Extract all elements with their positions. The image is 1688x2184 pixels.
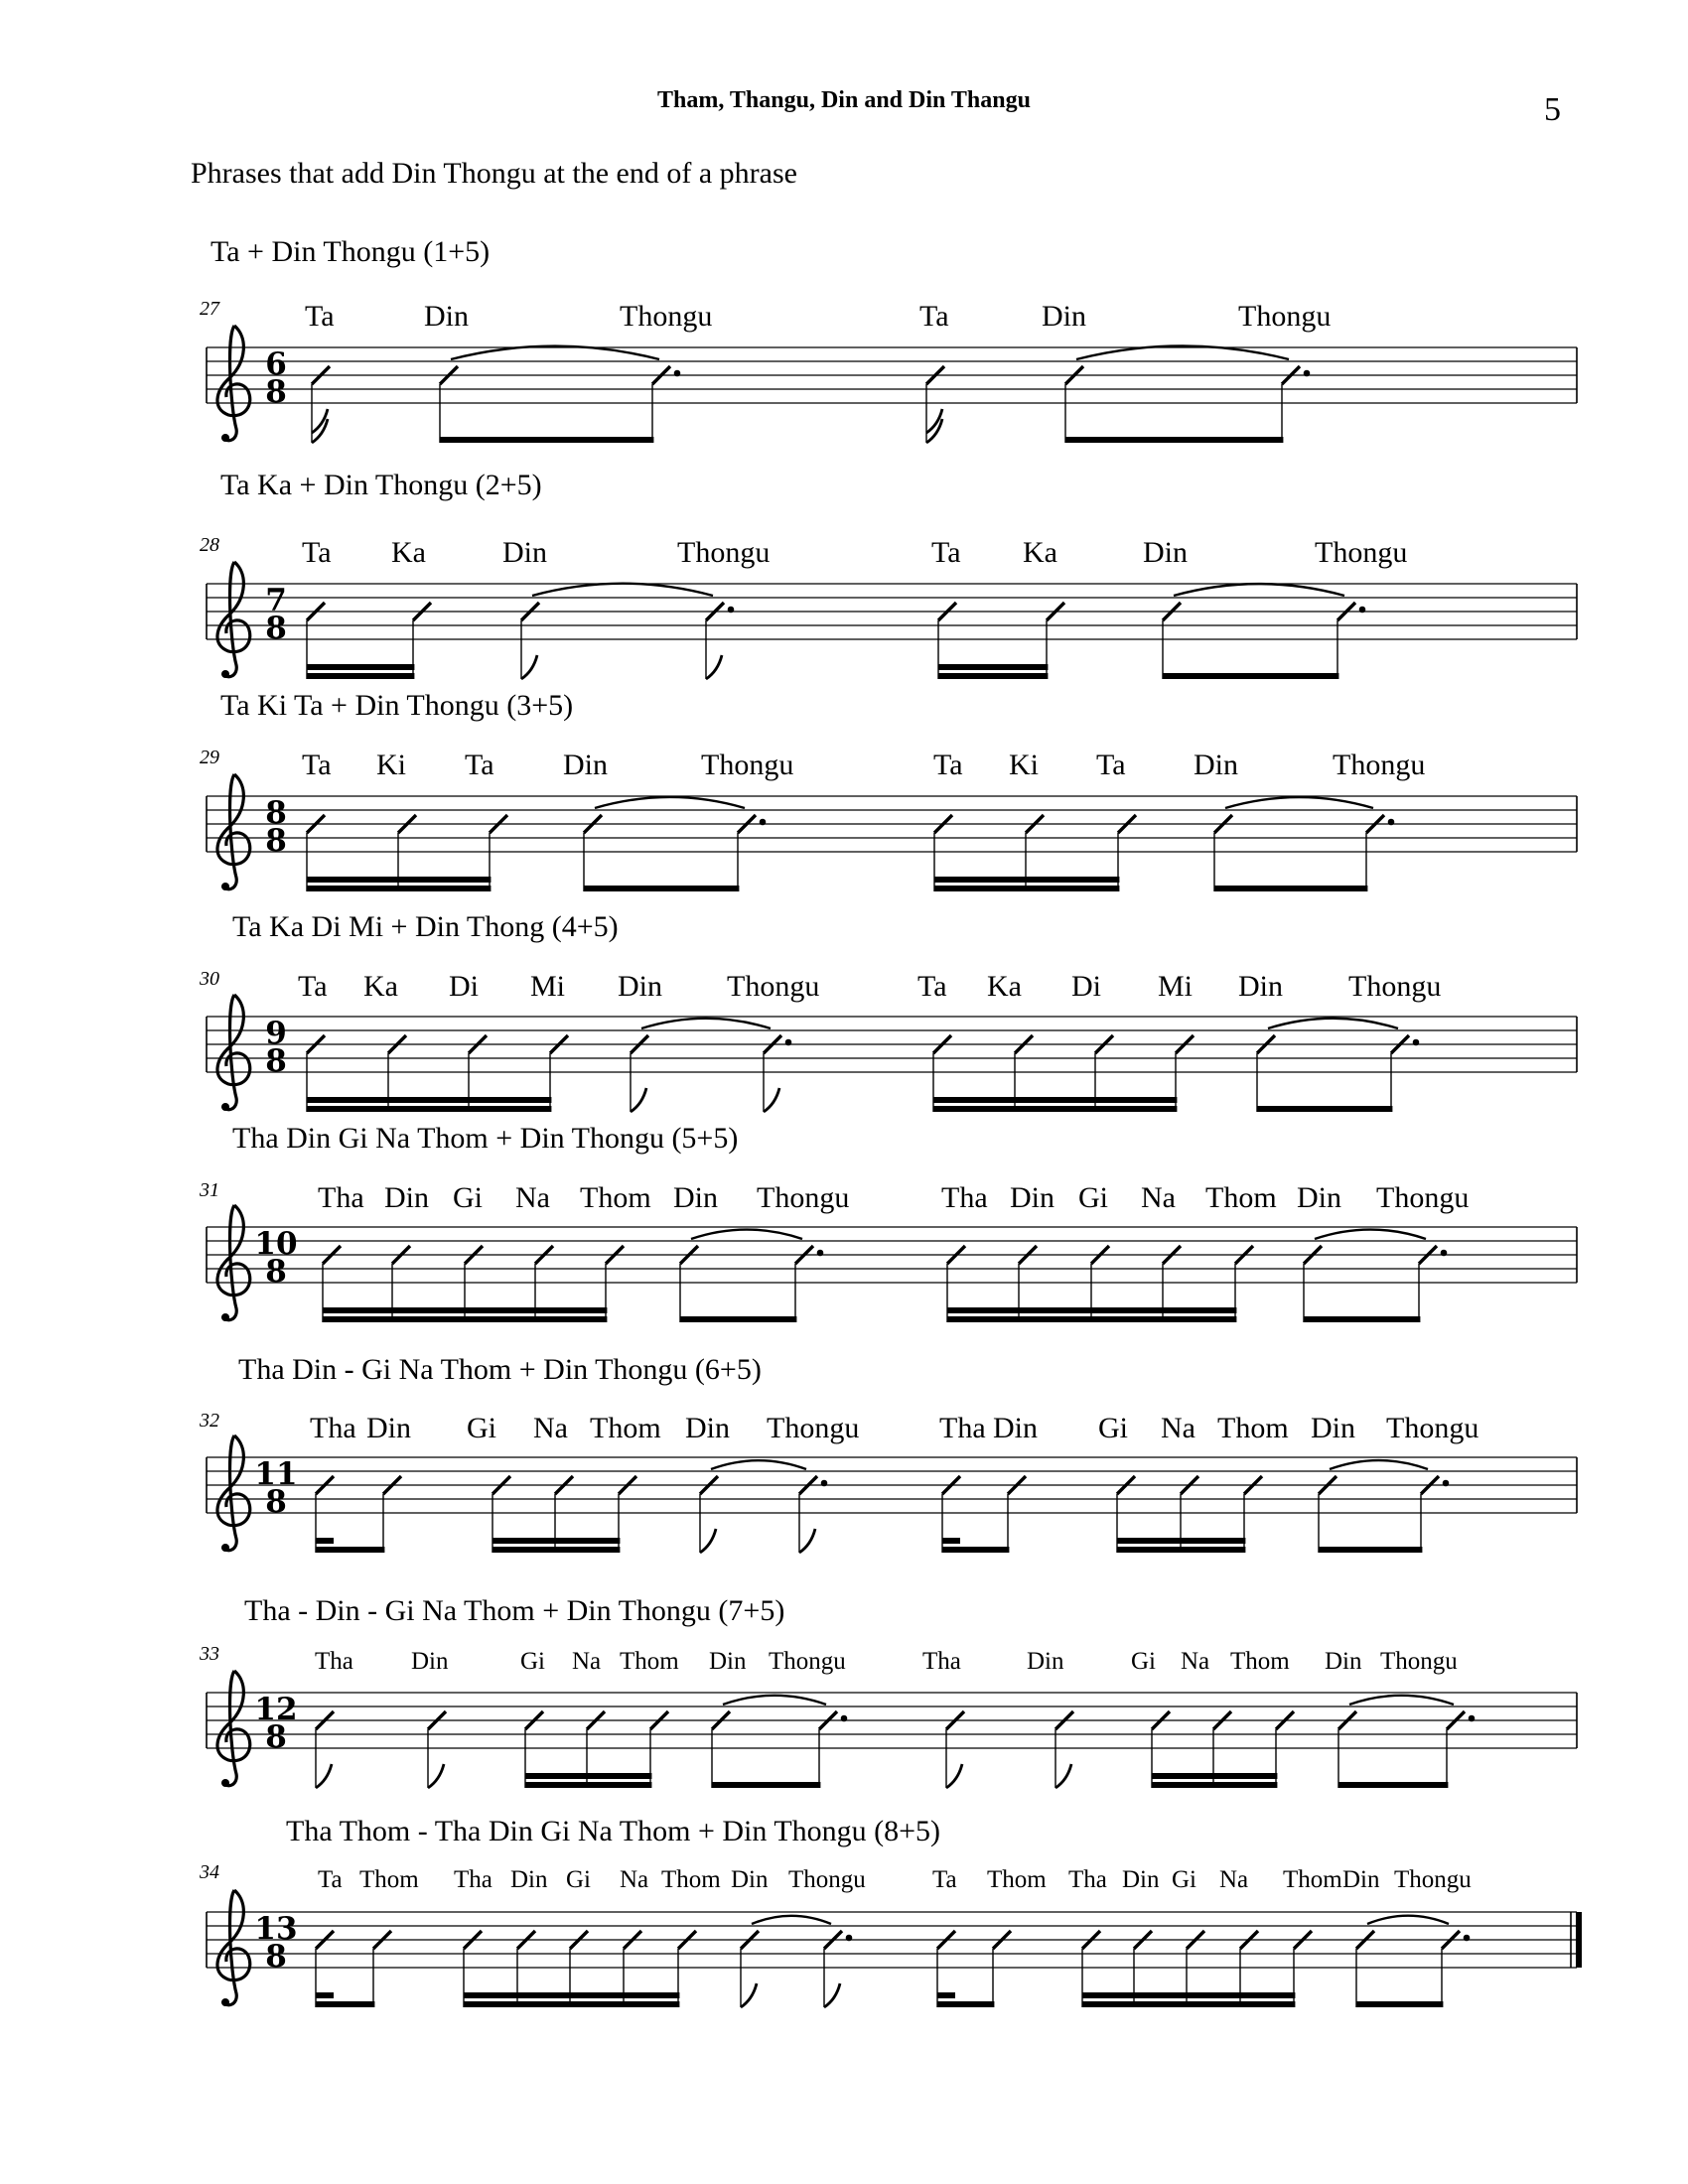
lyric-syllable: Tha: [922, 1648, 961, 1675]
tie: [711, 1460, 806, 1469]
note-flag: [741, 1983, 757, 2007]
note-flag: [316, 1764, 332, 1788]
lyric-syllable: Na: [515, 1181, 550, 1214]
beam: [1214, 886, 1367, 891]
beam: [942, 1547, 1009, 1553]
lyric-syllable: Din: [366, 1412, 411, 1444]
beam: [937, 2001, 994, 2007]
lyric-syllable: Gi: [566, 1866, 591, 1893]
beam: [525, 1773, 651, 1779]
lyric-syllable: Ta: [932, 1866, 957, 1893]
time-signature-top: 8: [265, 795, 287, 831]
measure-number: 30: [200, 968, 219, 990]
lyric-syllable: Mi: [1158, 970, 1194, 1003]
lyric-syllable: Gi: [520, 1648, 545, 1675]
lyric-syllable: Ta: [302, 749, 332, 781]
lyric-syllable: Ka: [987, 970, 1022, 1003]
lyric-syllable: Din: [384, 1181, 429, 1214]
system-label: Ta Ka Di Mi + Din Thong (4+5): [232, 910, 619, 943]
beam: [947, 1316, 1236, 1322]
tie: [1225, 797, 1373, 808]
page-number: 5: [1544, 91, 1561, 128]
beam: [440, 437, 653, 443]
lyric-syllable: Thongu: [769, 1648, 846, 1675]
beam-partial: [942, 1538, 960, 1544]
beam: [1152, 1773, 1277, 1779]
beam-partial: [937, 1992, 955, 1998]
lyric-syllable: Din: [502, 536, 547, 569]
time-signature-bottom: 8: [265, 823, 287, 859]
lyric-syllable: Tha: [318, 1181, 364, 1214]
augmentation-dot: [821, 1480, 828, 1487]
measure-number: 28: [200, 534, 219, 556]
treble-clef-icon: [217, 1205, 250, 1321]
note-flag: [799, 1529, 815, 1553]
treble-clef-icon: [217, 774, 250, 890]
lyric-syllable: Thom: [987, 1866, 1047, 1893]
beam: [680, 1316, 796, 1322]
treble-clef-icon: [217, 1890, 250, 2006]
time-signature-bottom: 8: [265, 1254, 287, 1290]
augmentation-dot: [785, 1039, 792, 1046]
lyric-syllable: Gi: [1098, 1412, 1128, 1444]
system-label: Ta + Din Thongu (1+5): [211, 235, 491, 268]
lyric-syllable: Na: [533, 1412, 568, 1444]
beam: [1257, 1106, 1392, 1112]
tie: [532, 584, 713, 596]
augmentation-dot: [846, 1935, 853, 1942]
lyric-syllable: Thom: [590, 1412, 661, 1444]
tie: [752, 1916, 831, 1924]
lyric-syllable: Ka: [363, 970, 398, 1003]
beam: [464, 1992, 679, 1998]
time-signature-top: 11: [254, 1456, 298, 1492]
lyric-syllable: Thongu: [767, 1412, 860, 1444]
measure-number: 31: [200, 1179, 219, 1201]
lyric-syllable: Thongu: [1380, 1648, 1458, 1675]
lyric-syllable: Thom: [1283, 1866, 1342, 1893]
tie: [1315, 1230, 1426, 1239]
lyric-syllable: Thongu: [757, 1181, 850, 1214]
beam: [307, 1106, 551, 1112]
time-signature-bottom: 8: [265, 1939, 287, 1975]
lyric-syllable: Thom: [359, 1866, 419, 1893]
lyric-syllable: Ta: [1096, 749, 1126, 781]
beam: [307, 664, 414, 670]
lyric-syllable: Thongu: [620, 300, 713, 333]
lyric-syllable: Ta: [302, 536, 332, 569]
beam: [323, 1316, 607, 1322]
measure-number: 34: [200, 1861, 219, 1883]
beam: [316, 2001, 374, 2007]
time-signature-top: 9: [265, 1016, 287, 1051]
tie: [641, 1019, 771, 1028]
note-flag: [1055, 1764, 1071, 1788]
lyric-syllable: Ki: [1009, 749, 1039, 781]
beam: [1304, 1316, 1420, 1322]
time-signature-top: 7: [265, 583, 287, 618]
beam: [934, 886, 1119, 891]
treble-clef-icon: [217, 326, 250, 442]
time-signature-bottom: 8: [265, 1484, 287, 1520]
lyric-syllable: Thongu: [677, 536, 771, 569]
system-label: Tha Din Gi Na Thom + Din Thongu (5+5): [232, 1122, 739, 1155]
beam: [1082, 1992, 1295, 1998]
lyric-syllable: Din: [993, 1412, 1038, 1444]
lyric-syllable: Ta: [917, 970, 947, 1003]
lyric-syllable: Ta: [931, 536, 961, 569]
system-label: Ta Ki Ta + Din Thongu (3+5): [220, 689, 574, 722]
lyric-syllable: Tha: [315, 1648, 353, 1675]
note-flag: [428, 1764, 444, 1788]
lyric-syllable: Din: [563, 749, 608, 781]
lyric-syllable: Din: [1122, 1866, 1160, 1893]
time-signature-bottom: 8: [265, 611, 287, 646]
augmentation-dot: [728, 607, 735, 614]
lyric-syllable: Din: [1027, 1648, 1064, 1675]
lyric-syllable: Thongu: [1376, 1181, 1470, 1214]
note-flag: [946, 1764, 962, 1788]
lyric-syllable: Din: [1042, 300, 1086, 333]
lyric-syllable: Gi: [1131, 1648, 1156, 1675]
augmentation-dot: [1359, 607, 1366, 614]
lyric-syllable: Din: [673, 1181, 718, 1214]
time-signature-top: 12: [254, 1692, 298, 1727]
lyric-syllable: Thongu: [1238, 300, 1332, 333]
lyric-syllable: Din: [1342, 1866, 1380, 1893]
lyric-syllable: Din: [1311, 1412, 1355, 1444]
note-flag: [764, 1088, 779, 1112]
lyric-syllable: Thom: [1230, 1648, 1290, 1675]
measure-number: 27: [200, 298, 219, 320]
lyric-syllable: Din: [411, 1648, 449, 1675]
treble-clef-icon: [217, 1435, 250, 1552]
beam: [1065, 437, 1283, 443]
measure-number: 32: [200, 1410, 219, 1432]
tie: [1174, 584, 1344, 596]
lyric-syllable: Tha: [941, 1181, 988, 1214]
lyric-syllable: Na: [1161, 1412, 1196, 1444]
lyric-syllable: Thongu: [727, 970, 820, 1003]
augmentation-dot: [760, 819, 767, 826]
lyric-syllable: Na: [1219, 1866, 1249, 1893]
tie: [691, 1230, 802, 1239]
lyric-syllable: Tha: [1068, 1866, 1107, 1893]
lyric-syllable: Din: [618, 970, 662, 1003]
lyric-syllable: Gi: [453, 1181, 483, 1214]
lyric-syllable: Thongu: [701, 749, 794, 781]
beam-partial: [316, 1538, 334, 1544]
lyric-syllable: Gi: [1078, 1181, 1108, 1214]
beam: [1163, 673, 1338, 679]
lyric-syllable: Ta: [465, 749, 494, 781]
beam: [1356, 2001, 1443, 2007]
tie: [1330, 1460, 1428, 1469]
note-flag: [824, 1983, 840, 2007]
lyric-syllable: Tha: [454, 1866, 492, 1893]
lyric-syllable: Thom: [580, 1181, 651, 1214]
augmentation-dot: [1304, 370, 1311, 377]
lyric-syllable: Na: [620, 1866, 649, 1893]
beam: [947, 1307, 1236, 1313]
beam: [934, 877, 1119, 883]
beam: [1319, 1547, 1422, 1553]
beam: [1117, 1538, 1245, 1544]
time-signature-top: 13: [254, 1911, 298, 1947]
lyric-syllable: Din: [709, 1648, 747, 1675]
lyric-syllable: Di: [1071, 970, 1101, 1003]
note-flag: [700, 1529, 716, 1553]
beam: [492, 1547, 620, 1553]
beam: [464, 2001, 679, 2007]
beam: [492, 1538, 620, 1544]
lyric-syllable: Thom: [1217, 1412, 1289, 1444]
beam: [584, 886, 739, 891]
beam: [1152, 1782, 1277, 1788]
note-flag: [521, 655, 537, 679]
lyric-syllable: Gi: [1172, 1866, 1196, 1893]
lyric-syllable: Din: [1325, 1648, 1362, 1675]
beam: [1117, 1547, 1245, 1553]
lyric-syllable: Mi: [530, 970, 566, 1003]
note-flag: [706, 655, 722, 679]
lyric-syllable: Thongu: [788, 1866, 866, 1893]
beam: [1082, 2001, 1295, 2007]
augmentation-dot: [1443, 1480, 1450, 1487]
beam: [307, 1097, 551, 1103]
beam: [933, 1106, 1177, 1112]
lyric-syllable: Ki: [376, 749, 406, 781]
treble-clef-icon: [217, 1671, 250, 1787]
lyric-syllable: Din: [685, 1412, 730, 1444]
lyric-syllable: Na: [1141, 1181, 1176, 1214]
lyric-syllable: Ta: [305, 300, 335, 333]
lyric-syllable: Din: [1194, 749, 1238, 781]
time-signature-bottom: 8: [265, 1043, 287, 1079]
lyric-syllable: Ta: [919, 300, 949, 333]
lyric-syllable: Thongu: [1348, 970, 1442, 1003]
lyric-syllable: Thongu: [1315, 536, 1408, 569]
augmentation-dot: [841, 1715, 848, 1722]
measure-number: 33: [200, 1643, 219, 1665]
lyric-syllable: Ka: [391, 536, 426, 569]
system-label: Tha Thom - Tha Din Gi Na Thom + Din Thongu (8+5): [286, 1815, 941, 1847]
beam: [323, 1307, 607, 1313]
augmentation-dot: [1441, 1250, 1448, 1257]
augmentation-dot: [674, 370, 681, 377]
beam-partial: [316, 1992, 334, 1998]
beam: [1338, 1782, 1448, 1788]
lyric-syllable: Ta: [933, 749, 963, 781]
time-signature-top: 10: [254, 1226, 298, 1262]
lyric-syllable: Din: [1010, 1181, 1055, 1214]
tie: [1349, 1696, 1454, 1705]
time-signature-bottom: 8: [265, 374, 287, 410]
beam: [307, 877, 491, 883]
lyric-syllable: Thom: [661, 1866, 721, 1893]
system-label: Tha - Din - Gi Na Thom + Din Thongu (7+5): [244, 1594, 785, 1627]
beam: [712, 1782, 820, 1788]
system-label: Ta Ka + Din Thongu (2+5): [220, 469, 542, 501]
beam: [933, 1097, 1177, 1103]
augmentation-dot: [817, 1250, 824, 1257]
lyric-syllable: Thom: [1205, 1181, 1277, 1214]
augmentation-dot: [1413, 1039, 1420, 1046]
tie: [723, 1696, 826, 1705]
lyric-syllable: Thongu: [1386, 1412, 1479, 1444]
beam: [316, 1547, 384, 1553]
augmentation-dot: [1469, 1715, 1476, 1722]
beam: [525, 1782, 651, 1788]
beam: [307, 673, 414, 679]
lyric-syllable: Tha: [310, 1412, 356, 1444]
final-barline-thick: [1576, 1912, 1582, 1968]
treble-clef-icon: [217, 562, 250, 678]
lyric-syllable: Din: [1238, 970, 1283, 1003]
measure-number: 29: [200, 747, 219, 768]
note-flag: [631, 1088, 646, 1112]
time-signature-bottom: 8: [265, 1719, 287, 1755]
lyric-syllable: Thongu: [1333, 749, 1426, 781]
tie: [595, 797, 745, 808]
lyric-syllable: Ta: [298, 970, 328, 1003]
treble-clef-icon: [217, 995, 250, 1111]
lyric-syllable: Gi: [467, 1412, 496, 1444]
lyric-syllable: Din: [510, 1866, 548, 1893]
augmentation-dot: [1464, 1935, 1471, 1942]
lyric-syllable: Din: [424, 300, 469, 333]
beam: [307, 886, 491, 891]
lyric-syllable: Thom: [620, 1648, 679, 1675]
lyric-syllable: Na: [572, 1648, 602, 1675]
lyric-syllable: Ta: [318, 1866, 343, 1893]
lyric-syllable: Tha: [939, 1412, 986, 1444]
intro-text: Phrases that add Din Thongu at the end of a phrase: [191, 157, 797, 190]
tie: [1268, 1019, 1398, 1028]
beam: [938, 664, 1048, 670]
lyric-syllable: Thongu: [1394, 1866, 1472, 1893]
lyric-syllable: Ka: [1023, 536, 1057, 569]
lyric-syllable: Din: [731, 1866, 769, 1893]
lyric-syllable: Din: [1297, 1181, 1341, 1214]
lyric-syllable: Din: [1143, 536, 1188, 569]
lyric-syllable: Di: [449, 970, 479, 1003]
tie: [1367, 1916, 1449, 1924]
augmentation-dot: [1388, 819, 1395, 826]
time-signature-top: 6: [265, 346, 287, 382]
lyric-syllable: Na: [1181, 1648, 1210, 1675]
beam: [938, 673, 1048, 679]
page-header: Tham, Thangu, Din and Din Thangu: [657, 87, 1031, 113]
system-label: Tha Din - Gi Na Thom + Din Thongu (6+5): [238, 1353, 762, 1386]
